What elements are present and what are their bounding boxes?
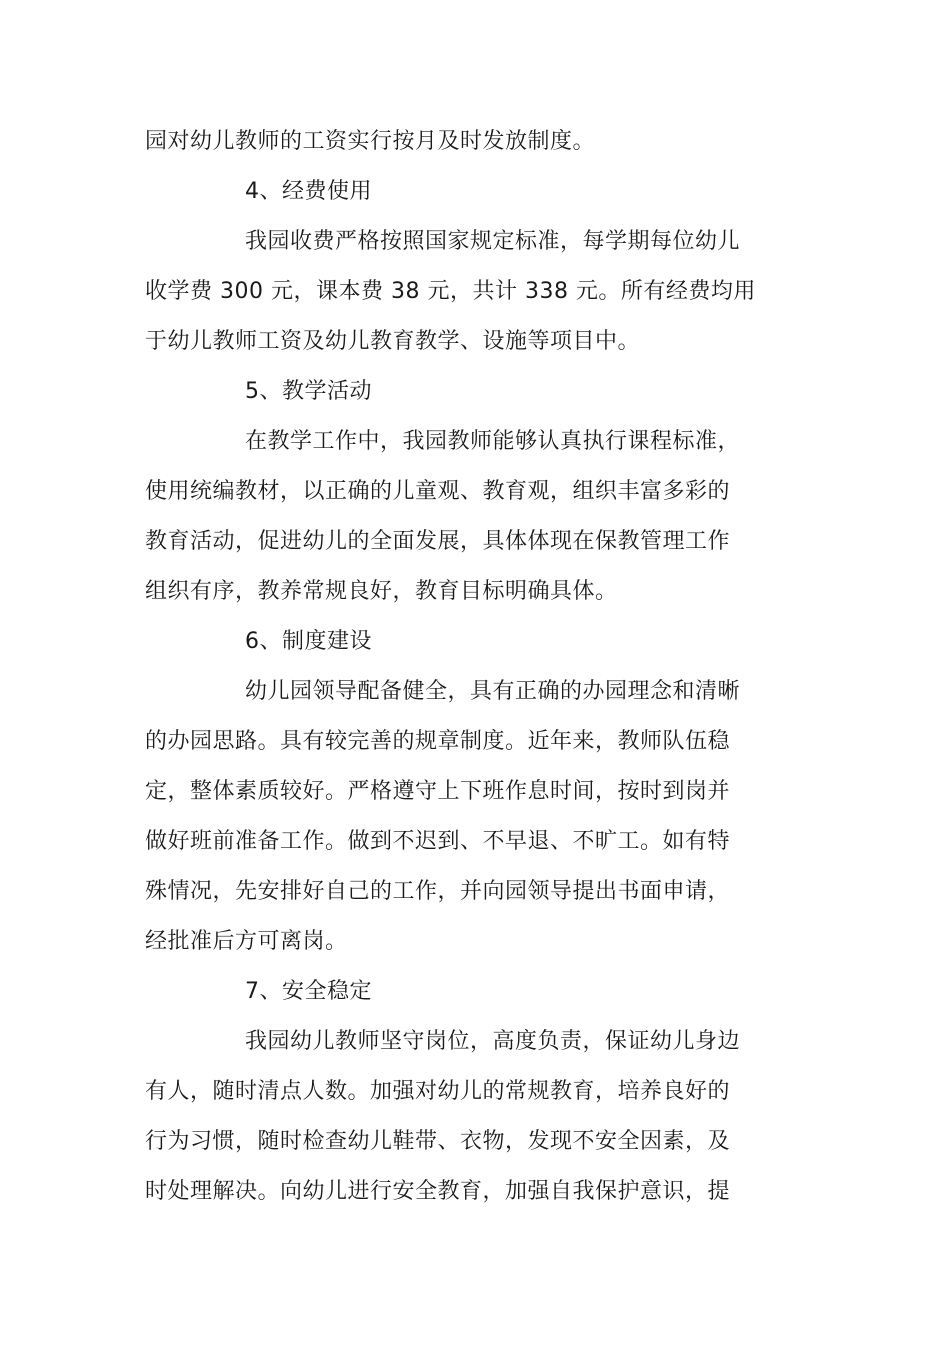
- body-text-line: 我园收费严格按照国家规定标准，每学期每位幼儿: [245, 229, 741, 254]
- body-text-line: 有人，随时清点人数。加强对幼儿的常规教育，培养良好的: [145, 1079, 731, 1104]
- body-text-line: 幼儿园领导配备健全，具有正确的办园理念和清晰: [245, 679, 741, 704]
- section-heading: 6、制度建设: [245, 629, 372, 654]
- body-text-line: 使用统编教材，以正确的儿童观、教育观，组织丰富多彩的: [145, 479, 731, 504]
- body-text-line: 做好班前准备工作。做到不迟到、不早退、不旷工。如有特: [145, 829, 731, 854]
- body-text-line: 教育活动，促进幼儿的全面发展，具体体现在保教管理工作: [145, 529, 731, 554]
- body-text-line: 在教学工作中，我园教师能够认真执行课程标准，: [245, 429, 741, 454]
- body-text-line: 于幼儿教师工资及幼儿教育教学、设施等项目中。: [145, 329, 641, 354]
- body-text-line: 我园幼儿教师坚守岗位，高度负责，保证幼儿身边: [245, 1029, 741, 1054]
- body-text-line: 收学费 300 元，课本费 38 元，共计 338 元。所有经费均用: [145, 279, 756, 304]
- body-text-line: 园对幼儿教师的工资实行按月及时发放制度。: [145, 129, 596, 154]
- body-text-line: 经批准后方可离岗。: [145, 929, 348, 954]
- section-heading: 5、教学活动: [245, 379, 372, 404]
- body-text-line: 时处理解决。向幼儿进行安全教育，加强自我保护意识，提: [145, 1179, 731, 1204]
- body-text-line: 的办园思路。具有较完善的规章制度。近年来，教师队伍稳: [145, 729, 731, 754]
- body-text-line: 定，整体素质较好。严格遵守上下班作息时间，按时到岗并: [145, 779, 731, 804]
- section-heading: 4、经费使用: [245, 179, 372, 204]
- body-text-line: 殊情况，先安排好自己的工作，并向园领导提出书面申请，: [145, 879, 731, 904]
- body-text-line: 行为习惯，随时检查幼儿鞋带、衣物，发现不安全因素，及: [145, 1129, 731, 1154]
- section-heading: 7、安全稳定: [245, 979, 372, 1004]
- body-text-line: 组织有序，教养常规良好，教育目标明确具体。: [145, 579, 618, 604]
